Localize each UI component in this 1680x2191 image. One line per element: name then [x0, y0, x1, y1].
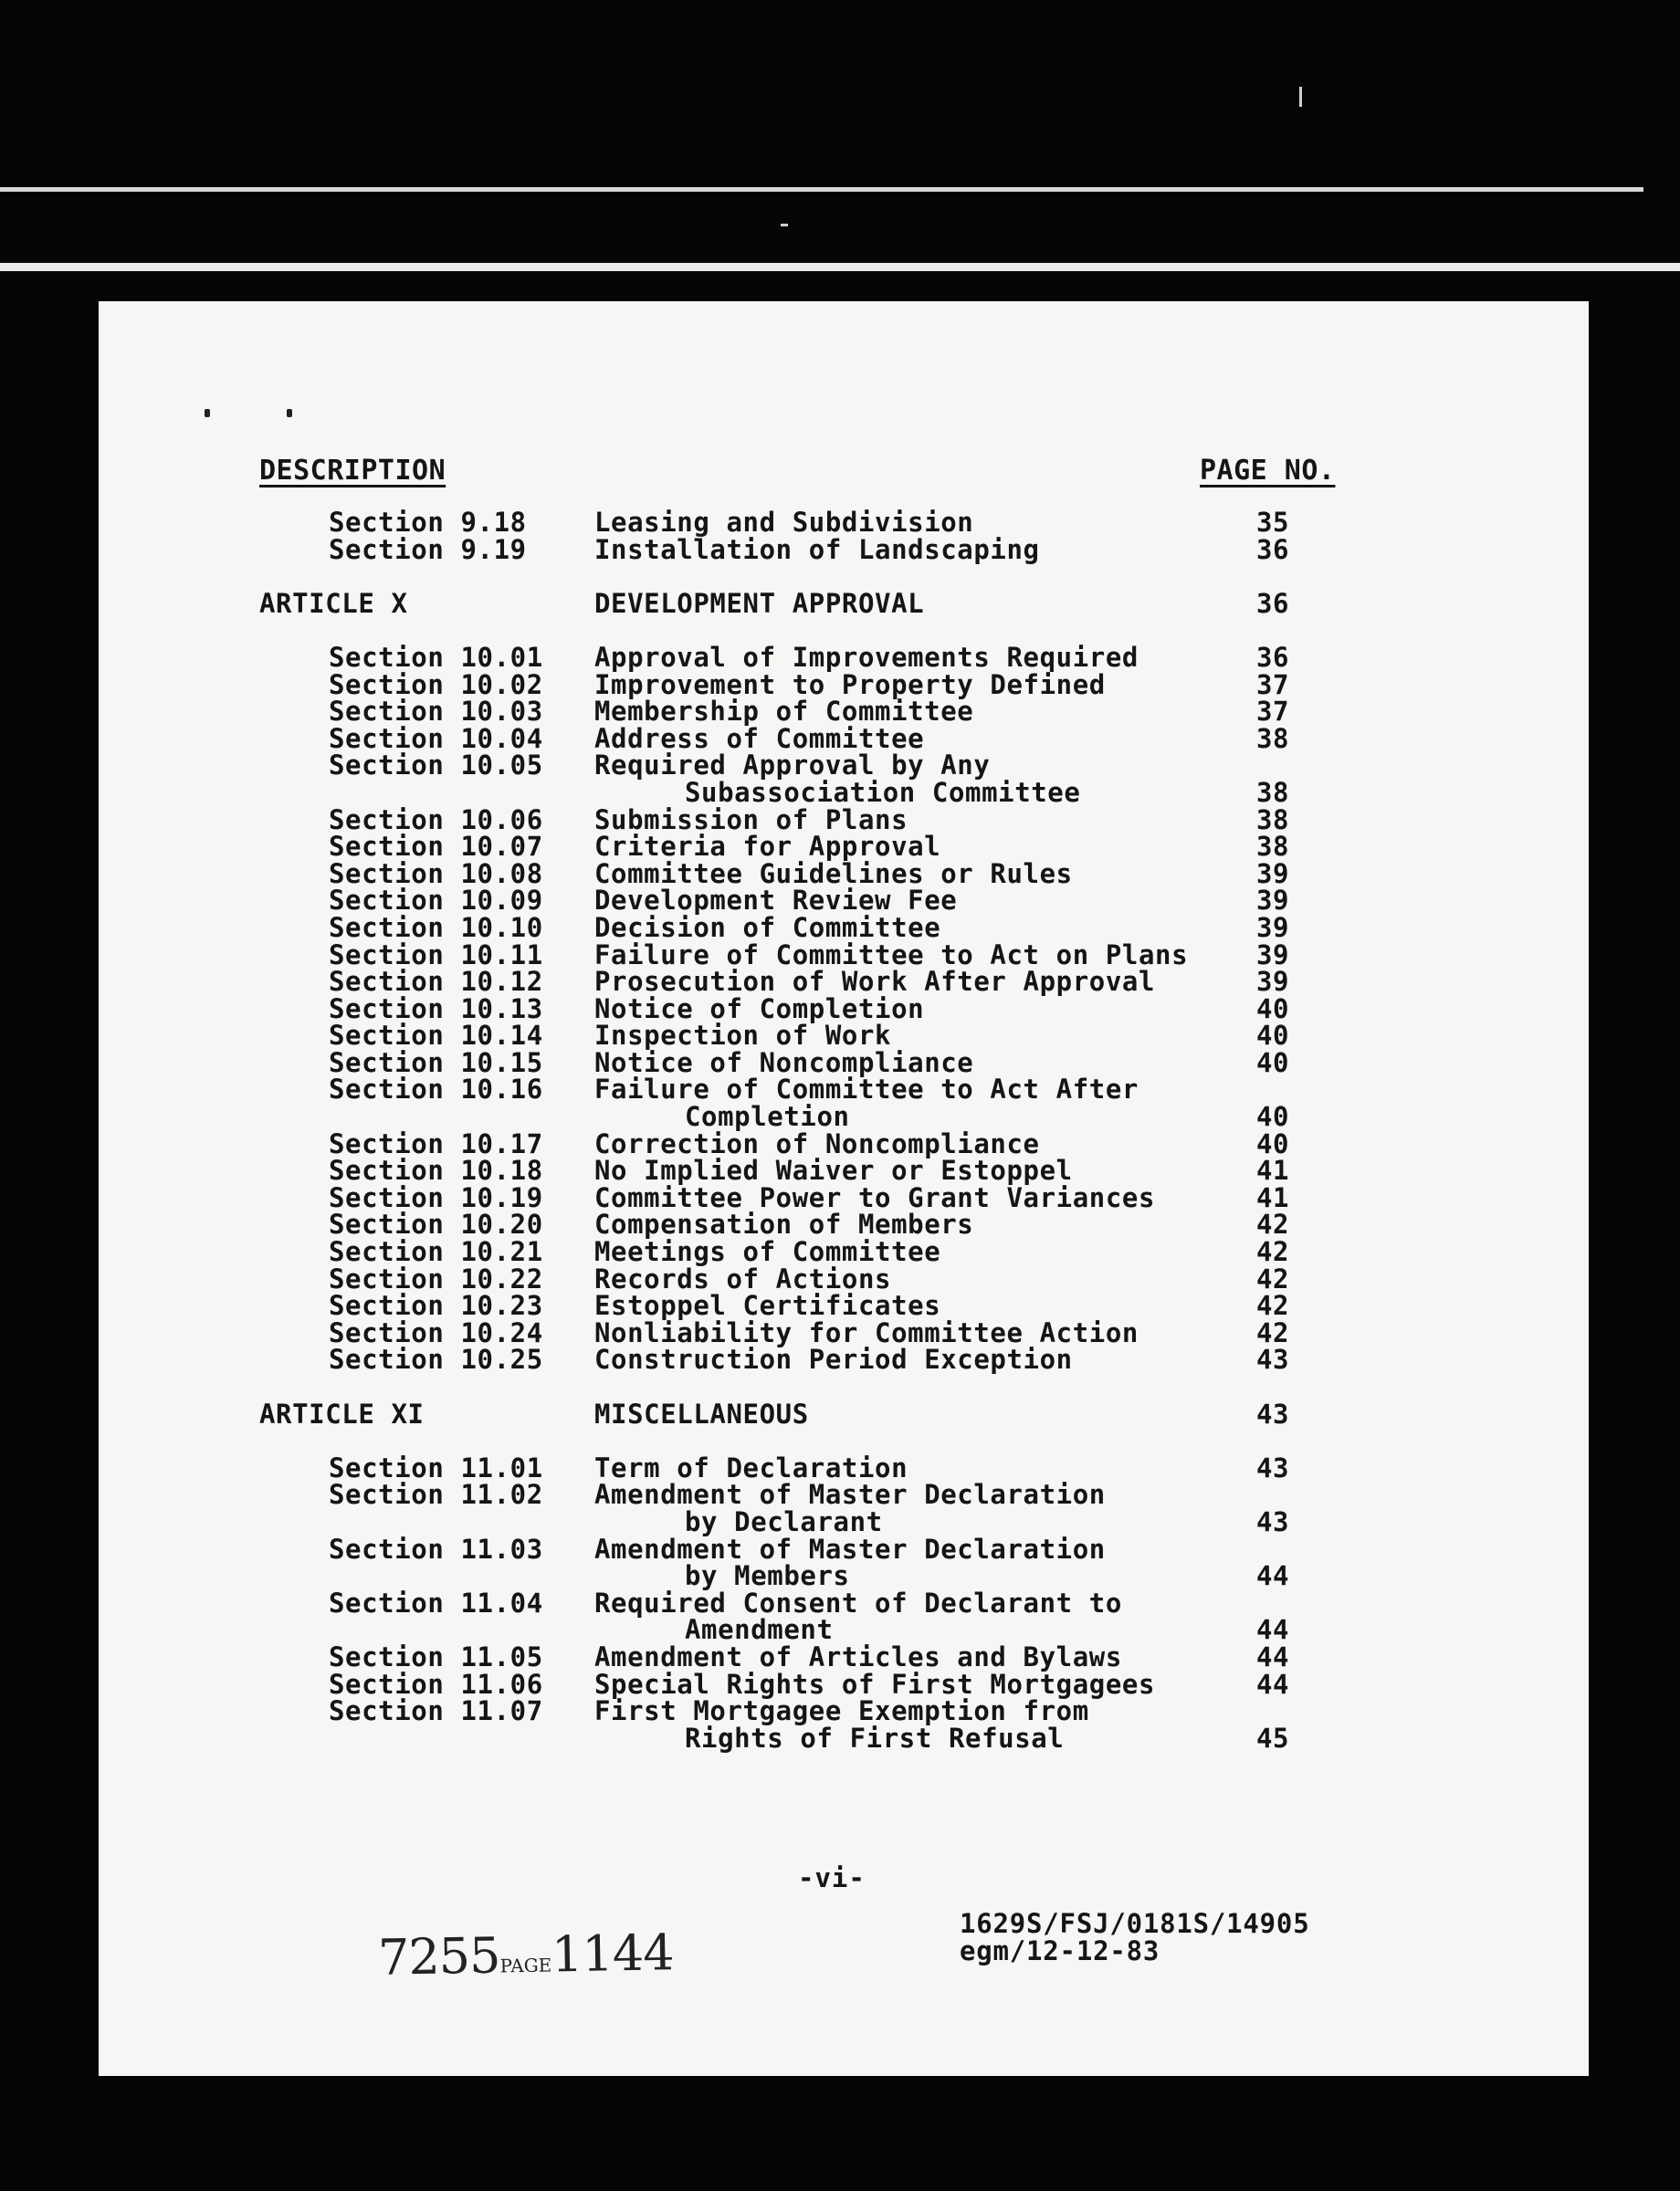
document-code-line: 1629S/FSJ/0181S/14905 [960, 1908, 1310, 1939]
toc-entry-title: MISCELLANEOUS [594, 1398, 809, 1430]
toc-entry-title: Notice of Completion [594, 992, 925, 1024]
toc-entry-label: Section 11.05 [329, 1641, 543, 1672]
toc-section-row [99, 1263, 1589, 1295]
toc-entry-title-continued: Completion [685, 1101, 850, 1133]
toc-entry-label: Section 9.18 [329, 507, 527, 538]
toc-entry-title: Special Rights of First Mortgagees [594, 1668, 1156, 1700]
toc-section-row [99, 1236, 1589, 1268]
toc-entry-title: Approval of Improvements Required [594, 641, 1139, 673]
toc-entry-label: Section 10.24 [329, 1316, 543, 1348]
toc-entry-label: Section 10.15 [329, 1046, 543, 1078]
toc-entry-page: 43 [1256, 1505, 1290, 1537]
table-of-contents [99, 509, 1589, 1752]
toc-entry-page: 38 [1256, 776, 1290, 808]
toc-entry-label: Section 10.25 [329, 1344, 543, 1376]
toc-entry-page: 39 [1256, 885, 1290, 917]
toc-entry-label: Section 10.08 [329, 857, 543, 889]
toc-section-row [99, 966, 1589, 998]
toc-continuation-row [99, 1101, 1589, 1133]
toc-entry-title: Committee Power to Grant Variances [594, 1181, 1156, 1213]
toc-entry-label: Section 10.16 [329, 1074, 543, 1106]
scan-speck [1299, 87, 1302, 107]
toc-entry-page: 44 [1256, 1560, 1290, 1592]
stamp-book-number: 7255 [377, 1926, 500, 1987]
toc-entry-title: Decision of Committee [594, 911, 941, 943]
toc-entry-title: Nonliability for Committee Action [594, 1316, 1139, 1348]
toc-entry-page: 41 [1256, 1155, 1290, 1187]
toc-entry-title: Failure of Committee to Act After [594, 1074, 1139, 1106]
toc-entry-page: 40 [1256, 1127, 1290, 1159]
toc-entry-title: Amendment of Articles and Bylaws [594, 1641, 1122, 1672]
toc-entry-page: 44 [1256, 1641, 1290, 1672]
toc-entry-page: 38 [1256, 722, 1290, 754]
toc-entry-page: 42 [1256, 1209, 1290, 1241]
toc-entry-title: Amendment of Master Declaration [594, 1533, 1106, 1565]
toc-section-row [99, 1641, 1589, 1672]
toc-entry-page: 35 [1256, 507, 1290, 538]
toc-entry-title: Inspection of Work [594, 1020, 892, 1052]
toc-entry-title: Address of Committee [594, 722, 925, 754]
toc-entry-label: Section 11.04 [329, 1587, 543, 1619]
toc-entry-title-continued: by Members [685, 1560, 850, 1592]
toc-section-row [99, 1668, 1589, 1700]
toc-section-row [99, 698, 1589, 726]
toc-entry-title: Term of Declaration [594, 1452, 908, 1483]
toc-entry-label: Section 10.19 [329, 1181, 543, 1213]
toc-entry-label: Section 10.23 [329, 1290, 543, 1322]
toc-section-row [99, 938, 1589, 970]
toc-entry-title: Compensation of Members [594, 1209, 974, 1241]
toc-entry-page: 42 [1256, 1236, 1290, 1268]
toc-entry-label: Section 11.02 [329, 1479, 543, 1511]
toc-entry-label: Section 10.14 [329, 1020, 543, 1052]
toc-entry-title: Criteria for Approval [594, 831, 941, 863]
toc-entry-label: Section 11.07 [329, 1695, 543, 1727]
toc-entry-title: Estoppel Certificates [594, 1290, 941, 1322]
toc-entry-title: Required Approval by Any [594, 750, 991, 781]
toc-entry-title: Leasing and Subdivision [594, 507, 974, 538]
toc-entry-page: 40 [1256, 1101, 1290, 1133]
toc-entry-title: Membership of Committee [594, 696, 974, 728]
toc-entry-page: 42 [1256, 1290, 1290, 1322]
toc-entry-page: 36 [1256, 533, 1290, 565]
toc-section-row [99, 752, 1589, 780]
toc-entry-label: Section 10.01 [329, 641, 543, 673]
scan-edge-line [0, 187, 1643, 192]
toc-entry-title: Development Review Fee [594, 885, 958, 917]
toc-section-row [99, 992, 1589, 1024]
toc-section-row [99, 1181, 1589, 1213]
scan-speck [287, 409, 292, 417]
toc-entry-title: Installation of Landscaping [594, 533, 1040, 565]
toc-entry-label: Section 10.07 [329, 831, 543, 863]
toc-entry-title: Committee Guidelines or Rules [594, 857, 1073, 889]
toc-continuation-row [99, 1505, 1589, 1537]
toc-entry-label: Section 10.12 [329, 966, 543, 998]
toc-article-row [99, 587, 1589, 619]
document-page [99, 301, 1589, 2076]
description-column-header: DESCRIPTION [259, 455, 446, 487]
toc-entry-page: 43 [1256, 1398, 1290, 1430]
toc-entry-label: Section 10.18 [329, 1155, 543, 1187]
toc-entry-page: 45 [1256, 1722, 1290, 1754]
toc-continuation-row [99, 1614, 1589, 1646]
toc-section-row [99, 857, 1589, 889]
toc-entry-page: 40 [1256, 1046, 1290, 1078]
toc-entry-label: Section 10.04 [329, 722, 543, 754]
toc-section-row [99, 641, 1589, 673]
stamp-page-number: 1144 [551, 1924, 675, 1984]
toc-entry-title-continued: Subassociation Committee [685, 776, 1081, 808]
toc-entry-title: Failure of Committee to Act on Plans [594, 938, 1189, 970]
toc-section-row [99, 533, 1589, 565]
toc-entry-page: 39 [1256, 911, 1290, 943]
toc-entry-label: Section 11.01 [329, 1452, 543, 1483]
toc-section-row [99, 722, 1589, 754]
toc-section-row [99, 1022, 1589, 1050]
toc-section-row [99, 1155, 1589, 1187]
toc-section-row [99, 668, 1589, 700]
toc-entry-page: 44 [1256, 1668, 1290, 1700]
toc-entry-page: 43 [1256, 1344, 1290, 1376]
toc-entry-label: Section 10.22 [329, 1263, 543, 1295]
toc-continuation-row [99, 776, 1589, 808]
date-code-line: egm/12-12-83 [960, 1935, 1160, 1966]
toc-entry-page: 37 [1256, 696, 1290, 728]
toc-entry-label: Section 10.02 [329, 668, 543, 700]
toc-section-row [99, 1316, 1589, 1348]
toc-entry-title: Notice of Noncompliance [594, 1046, 974, 1078]
toc-entry-page: 36 [1256, 587, 1290, 619]
toc-entry-page: 37 [1256, 668, 1290, 700]
toc-entry-page: 40 [1256, 992, 1290, 1024]
toc-entry-label: ARTICLE X [259, 587, 408, 619]
stamp-page-word: PAGE [499, 1954, 552, 1977]
toc-entry-page: 41 [1256, 1181, 1290, 1213]
toc-entry-title-continued: Rights of First Refusal [685, 1722, 1065, 1754]
toc-entry-label: Section 10.13 [329, 992, 543, 1024]
toc-entry-title: First Mortgagee Exemption from [594, 1695, 1089, 1727]
document-code [960, 1910, 1309, 1965]
toc-section-row [99, 911, 1589, 943]
toc-entry-page: 43 [1256, 1452, 1290, 1483]
toc-section-row [99, 1587, 1589, 1619]
scan-speck [205, 409, 210, 417]
toc-entry-title: Meetings of Committee [594, 1236, 941, 1268]
toc-entry-title: Improvement to Property Defined [594, 668, 1106, 700]
toc-entry-label: Section 10.05 [329, 750, 543, 781]
toc-entry-label: Section 10.17 [329, 1127, 543, 1159]
toc-entry-label: ARTICLE XI [259, 1398, 425, 1430]
toc-entry-title: Correction of Noncompliance [594, 1127, 1040, 1159]
toc-section-row [99, 1695, 1589, 1727]
toc-section-row [99, 1076, 1589, 1104]
toc-section-row [99, 1452, 1589, 1483]
toc-section-row [99, 1290, 1589, 1322]
toc-article-row [99, 1398, 1589, 1430]
toc-entry-label: Section 9.19 [329, 533, 527, 565]
toc-continuation-row [99, 1560, 1589, 1592]
toc-entry-title: No Implied Waiver or Estoppel [594, 1155, 1073, 1187]
toc-section-row [99, 1533, 1589, 1565]
toc-section-row [99, 509, 1589, 537]
toc-entry-label: Section 11.06 [329, 1668, 543, 1700]
toc-entry-page: 39 [1256, 938, 1290, 970]
toc-entry-page: 36 [1256, 641, 1290, 673]
toc-section-row [99, 1211, 1589, 1239]
toc-entry-page: 40 [1256, 1020, 1290, 1052]
toc-entry-title: Submission of Plans [594, 803, 908, 835]
toc-section-row [99, 887, 1589, 915]
toc-section-row [99, 1479, 1589, 1511]
toc-entry-label: Section 10.06 [329, 803, 543, 835]
toc-entry-title: DEVELOPMENT APPROVAL [594, 587, 925, 619]
toc-section-row [99, 833, 1589, 861]
toc-entry-page: 39 [1256, 857, 1290, 889]
toc-entry-page: 42 [1256, 1263, 1290, 1295]
toc-continuation-row [99, 1722, 1589, 1754]
toc-entry-label: Section 10.21 [329, 1236, 543, 1268]
toc-entry-label: Section 10.09 [329, 885, 543, 917]
toc-entry-title: Construction Period Exception [594, 1344, 1073, 1376]
toc-entry-label: Section 10.20 [329, 1209, 543, 1241]
toc-entry-title: Prosecution of Work After Approval [594, 966, 1156, 998]
scan-edge-line [0, 263, 1680, 271]
toc-entry-label: Section 10.03 [329, 696, 543, 728]
toc-entry-label: Section 10.10 [329, 911, 543, 943]
toc-entry-label: Section 10.11 [329, 938, 543, 970]
page-number: -vi- [798, 1862, 866, 1893]
toc-section-row [99, 1344, 1589, 1376]
toc-entry-title-continued: by Declarant [685, 1505, 883, 1537]
toc-entry-label: Section 11.03 [329, 1533, 543, 1565]
toc-entry-title: Records of Actions [594, 1263, 892, 1295]
toc-entry-title: Amendment of Master Declaration [594, 1479, 1106, 1511]
scan-speck [781, 224, 788, 226]
toc-entry-title-continued: Amendment [685, 1614, 834, 1646]
page-no-column-header: PAGE NO. [1200, 455, 1336, 487]
toc-entry-page: 39 [1256, 966, 1290, 998]
toc-entry-page: 38 [1256, 831, 1290, 863]
toc-entry-page: 42 [1256, 1316, 1290, 1348]
toc-entry-page: 44 [1256, 1614, 1290, 1646]
recording-stamp [377, 1924, 674, 1987]
toc-entry-page: 38 [1256, 803, 1290, 835]
toc-section-row [99, 803, 1589, 835]
toc-entry-title: Required Consent of Declarant to [594, 1587, 1122, 1619]
toc-section-row [99, 1046, 1589, 1078]
toc-section-row [99, 1127, 1589, 1159]
